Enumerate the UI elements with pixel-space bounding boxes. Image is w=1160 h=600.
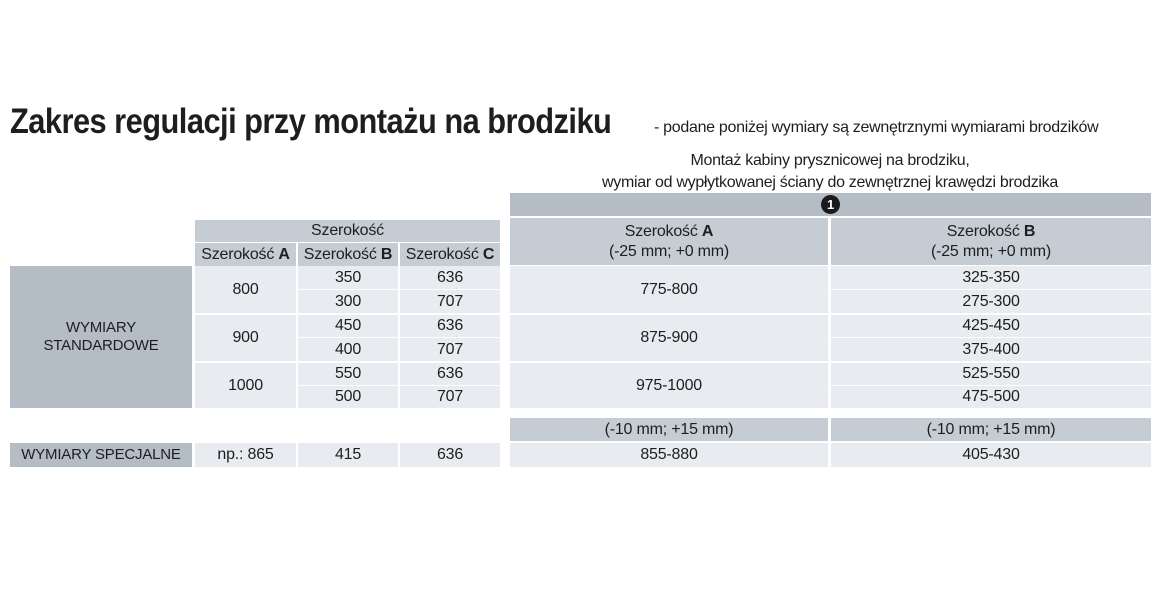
width-b-cell: 500 [298,386,398,408]
col-header-letter: A [278,245,290,263]
range-b-cell: 275-300 [831,290,1151,313]
width-b-cell: 350 [298,266,398,289]
col-header-label: Szerokość [303,245,377,263]
row-label-standard [10,266,192,408]
col-header-label: Szerokość [624,223,698,241]
width-a-cell: 800 [195,266,296,313]
width-c-cell: 636 [400,363,500,385]
row-label-line: WYMIARY [66,319,136,336]
col-header-letter: C [482,245,495,263]
col-header-letter: B [380,245,393,263]
range-a-cell: 775-800 [510,266,828,313]
special-tolerance-b: (-10 mm; +15 mm) [831,418,1151,441]
number-badge-icon: 1 [821,195,840,214]
col-header-width-a [195,243,296,266]
special-width-a: np.: 865 [195,443,296,467]
special-tolerance-a: (-10 mm; +15 mm) [510,418,828,441]
width-b-cell: 450 [298,315,398,337]
col-header-letter: B [1023,223,1036,241]
range-a-cell: 875-900 [510,315,828,361]
special-width-c: 636 [400,443,500,467]
range-b-cell: 475-500 [831,386,1151,408]
col-header-width-b [298,243,398,266]
range-b-cell: 325-350 [831,266,1151,289]
row-label-line: STANDARDOWE [43,337,159,354]
special-range-b: 405-430 [831,443,1151,467]
width-a-cell: 900 [195,315,296,361]
group-header-width: Szerokość [195,220,500,242]
width-b-cell: 550 [298,363,398,385]
tolerance-range: (-25 mm; +0 mm) [608,242,730,260]
range-a-cell: 975-1000 [510,363,828,408]
col-header-label: Szerokość [201,245,275,263]
tolerance-range: (-25 mm; +0 mm) [930,242,1052,260]
col-header-range-a [510,218,828,265]
page-title: Zakres regulacji przy montażu na brodziku [10,102,612,141]
mounting-note-line1: Montaż kabiny prysznicowej na brodziku, [690,152,970,169]
special-width-b: 415 [298,443,398,467]
badge-row [510,193,1151,216]
range-b-cell: 525-550 [831,363,1151,385]
range-b-cell: 425-450 [831,315,1151,337]
width-b-cell: 300 [298,290,398,313]
width-c-cell: 707 [400,338,500,361]
special-range-a: 855-880 [510,443,828,467]
page-subtitle: - podane poniżej wymiary są zewnętrznymi wymiarami brodzików [654,119,1099,136]
col-header-width-c [400,243,500,266]
row-label-special: WYMIARY SPECJALNE [10,443,192,467]
col-header-label: Szerokość [405,245,479,263]
width-c-cell: 636 [400,266,500,289]
col-header-letter: A [701,223,714,241]
col-header-range-b [831,218,1151,265]
mounting-note-line2: wymiar od wypłytkowanej ściany do zewnętrznej krawędzi brodzika [602,174,1058,191]
range-b-cell: 375-400 [831,338,1151,361]
width-a-cell: 1000 [195,363,296,408]
width-c-cell: 707 [400,386,500,408]
width-b-cell: 400 [298,338,398,361]
width-c-cell: 636 [400,315,500,337]
col-header-label: Szerokość [946,223,1020,241]
width-c-cell: 707 [400,290,500,313]
